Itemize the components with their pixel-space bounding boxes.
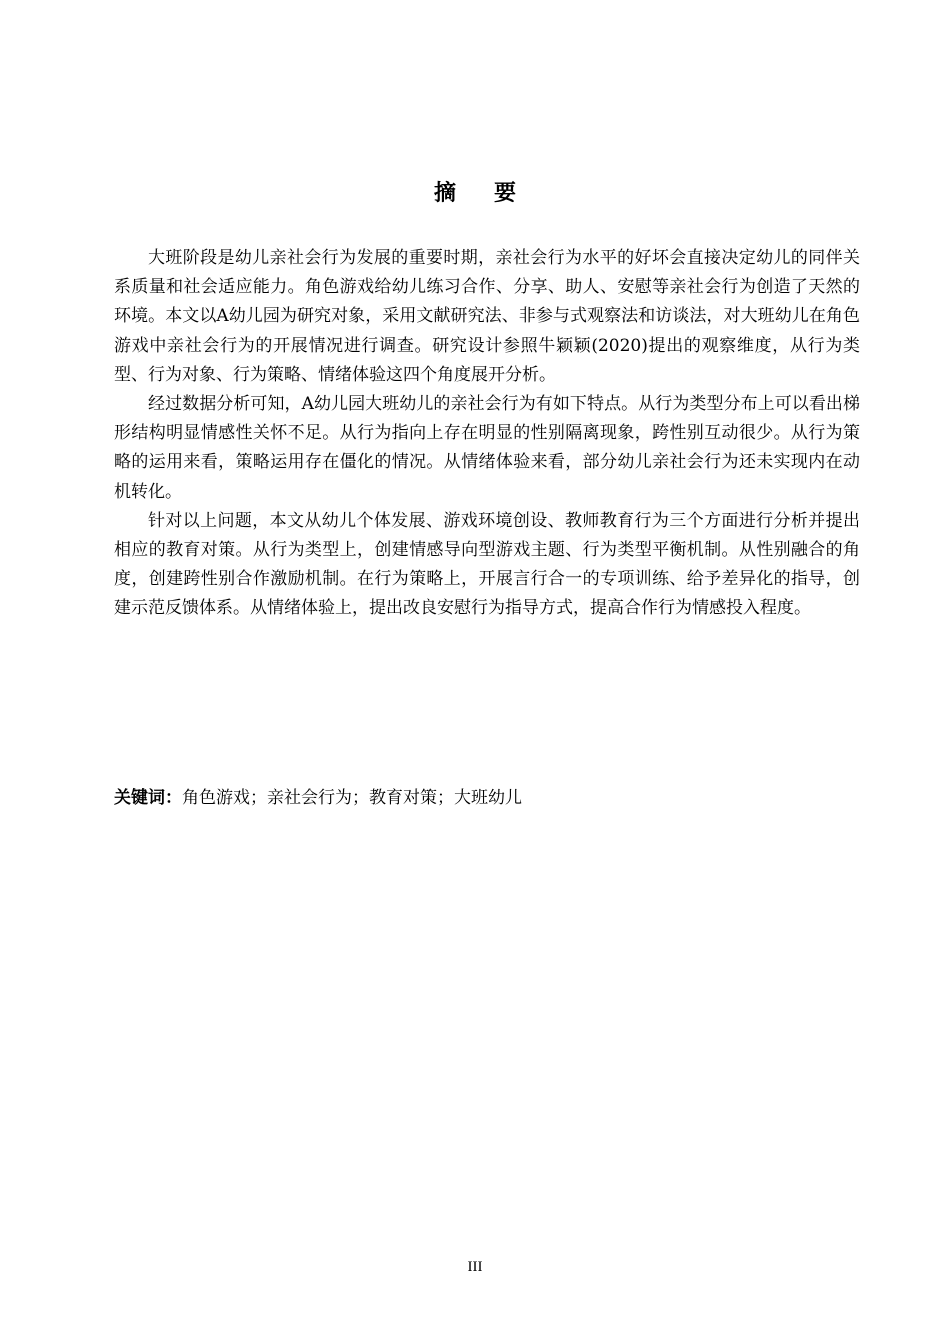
- abstract-title: 摘要: [433, 181, 554, 206]
- page-number: III: [467, 1259, 483, 1275]
- keywords-value: 角色游戏；亲社会行为；教育对策；大班幼儿: [182, 788, 522, 808]
- keywords-line: [114, 784, 860, 813]
- abstract-paragraph-2: 经过数据分析可知，A幼儿园大班幼儿的亲社会行为有如下特点。从行为类型分布上可以看出梯形结构明显情感性关怀不足。从行为指向上存在明显的性别隔离现象，跨性别互动很少。从行为策略的运用来看，策略运用存在僵化的情况。从情绪体验来看，部分幼儿亲社会行为还未实现内在动机转化。: [114, 394, 860, 502]
- abstract-body: [114, 244, 860, 624]
- keywords-label: 关键词：: [114, 788, 182, 808]
- abstract-paragraph-3: 针对以上问题，本文从幼儿个体发展、游戏环境创设、教师教育行为三个方面进行分析并提出相应的教育对策。从行为类型上，创建情感导向型游戏主题、行为类型平衡机制。从性别融合的角度，创建跨性别合作激励机制。在行为策略上，开展言行合一的专项训练、给予差异化的指导，创建示范反馈体系。从情绪体验上，提出改良安慰行为指导方式，提高合作行为情感投入程度。: [114, 510, 860, 619]
- abstract-paragraph-1: 大班阶段是幼儿亲社会行为发展的重要时期，亲社会行为水平的好坏会直接决定幼儿的同伴关系质量和社会适应能力。角色游戏给幼儿练习合作、分享、助人、安慰等亲社会行为创造了天然的环境。本文以A幼儿园为研究对象，采用文献研究法、非参与式观察法和访谈法，对大班幼儿在角色游戏中亲社会行为的开展情况进行调查。研究设计参照牛颖颖(2020)提出的观察维度，从行为类型、行为对象、行为策略、情绪体验这四个角度展开分析。: [114, 248, 860, 385]
